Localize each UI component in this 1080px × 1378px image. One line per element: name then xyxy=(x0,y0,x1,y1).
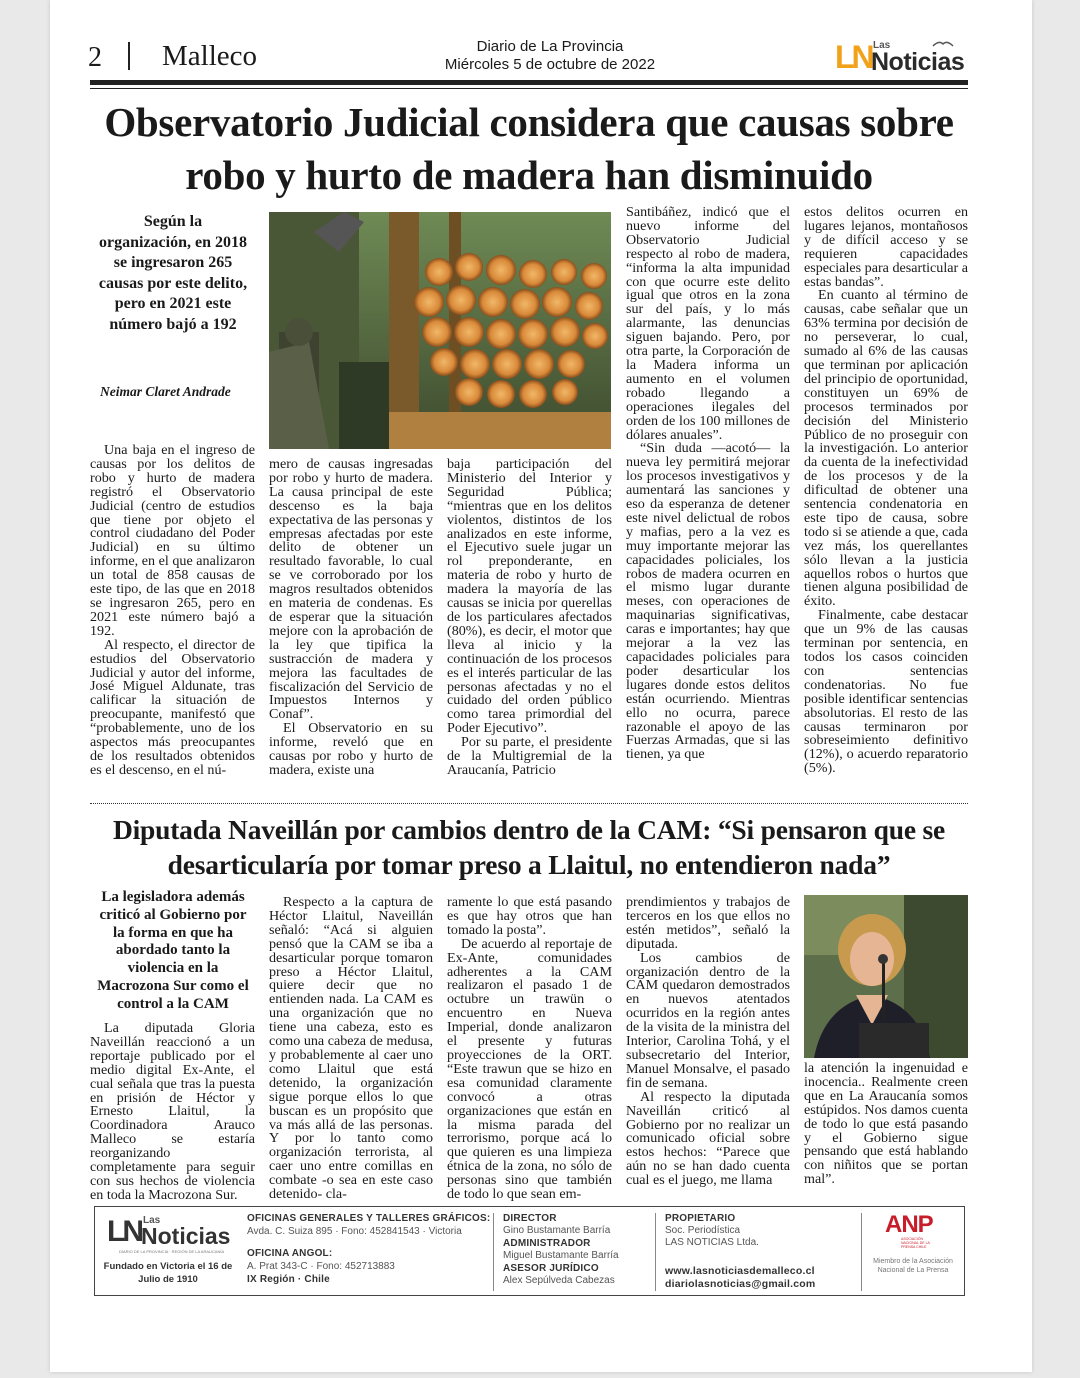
director-label: DIRECTOR xyxy=(503,1213,557,1224)
angol-label: OFICINA ANGOL: xyxy=(247,1248,333,1259)
anp-logo-sub: ASOCIACIÓN NACIONAL DE LA PRENSA CHILE xyxy=(901,1237,930,1249)
anp-logo xyxy=(885,1211,945,1249)
paragraph: Una baja en el ingreso de causas por los delitos de robo y hurto de madera registró el Observatorio Judicial (centro de estudios que tiene por objeto el control ciudadano del Poder Judicial) en su último informe, en el que analizaron un total de 858 causas de este tipo, de las que en 2018 se ingresaron 265, pero en 2021 este número bajó a 192. xyxy=(90,442,255,639)
paragraph: mero de causas ingresadas por robo y hurto de madera. La causa principal de este descenso es la baja expectativa de las personas y empresas afectadas por este delito de obtener un resultado favorable, lo cual se ve corroborado por los magros resultados obtenidos en materia de condenas. Es de esperar que la situación mejore con la aprobación de la ley que tipifica la sustracción de madera y mejora las facultades de fiscalización del Servicio de Impuestos Internos y Conaf”. xyxy=(269,456,433,723)
paragraph: La diputada Gloria Naveillán reaccionó a un reportaje publicado por el medio digital Ex-Ante, el cual señala que tras la puesta en prisión de Héctor y Ernesto Llaitul, la Coordinadora Arauco Malleco se estaría reorganizando completamente para seguir con sus hechos de violencia en toda la Macrozona Sur. xyxy=(90,1020,255,1203)
article1-lead: Según la organización, en 2018 se ingresaron 265 causas por este delito, pero en 2021 este número bajó a 192 xyxy=(98,213,248,333)
footer-divider xyxy=(493,1213,494,1291)
offices-label: OFICINAS GENERALES Y TALLERES GRÁFICOS: xyxy=(247,1213,491,1224)
offices-address: Avda. C. Suiza 895 · Fono: 452841543 · Victoria xyxy=(247,1226,462,1237)
admin-name: Miguel Bustamante Barría xyxy=(503,1250,619,1261)
masthead-info xyxy=(400,38,700,74)
article2-column-5 xyxy=(804,1062,968,1187)
footer-logo-ln-mark: LN xyxy=(107,1215,141,1248)
paragraph: Finalmente, cabe destacar que un 9% de las causas terminan por sentencia, en todos los casos coinciden con sentencias condenatorias. No fue posible identificar sentencias absolutorias. El resto de las causas terminaron por sobreseimiento definitivo (12%), o acuerdo reparatorio (5%). xyxy=(804,607,968,777)
page-number: 2 xyxy=(88,42,102,73)
member-text: Miembro de la Asociación Nacional de La Prensa xyxy=(873,1258,953,1274)
header-separator xyxy=(128,42,130,70)
header-rule xyxy=(90,80,968,85)
paragraph: la atención la ingenuidad e inocencia.. Realmente creen que en La Araucanía somos estúpidos. Nos damos cuenta de todo lo que está pasando y el Gobierno sigue pensando que está hablando con niñitos que se portan mal”. xyxy=(804,1060,968,1188)
logo-small-text: Las xyxy=(873,40,891,51)
paragraph: Respecto a la captura de Héctor Llaitul, Naveillán señaló: “Acá si alguien pensó que la CAM se iba a desarticular porque tomaron preso a Héctor Llaitul, quiere decir que no entienden nada. La CAM es una organización que no tiene una cabeza, esto es como una cabeza de medusa, y probablemente al caer uno como Llaitul que está detenido, la organización sigue porque ellos lo que buscan es un propósito que va más allá de las personas. Y por lo tanto como organización terrorista, al caer uno entre comillas en combate -o sea en este caso detenido- cla- xyxy=(269,894,433,1203)
article2-column-2 xyxy=(269,896,433,1202)
owner-name-1: Soc. Periodística xyxy=(665,1225,741,1236)
admin-label: ADMINISTRADOR xyxy=(503,1238,591,1249)
article1-column-4 xyxy=(626,206,790,762)
naveillan-photo xyxy=(804,895,968,1058)
paragraph: Al respecto la diputada Naveillán criticó al Gobierno por no realizar un comunicado oficial sobre estos hechos: “Parece que aún no se han dado cuenta cual es el juego, me llama xyxy=(626,1088,790,1189)
paragraph: estos delitos ocurren en lugares lejanos, montañosos y de difícil acceso y se requieren capacidades especiales para desarticular a estas bandas”. xyxy=(804,204,968,290)
anp-logo-mark: ANP xyxy=(885,1211,933,1238)
paragraph: Al respecto, el director de estudios del Observatorio Judicial y autor del informe, José Miguel Aldunate, tras calificar la situación de preocupante, manifestó que “probablemente, uno de los aspectos más preocupantes de los resultados obtenidos es el descenso, en el nú- xyxy=(90,636,255,778)
region-text: IX Región · Chile xyxy=(247,1274,330,1285)
owner-label: PROPIETARIO xyxy=(665,1213,736,1224)
timber-truck-photo xyxy=(269,212,611,449)
paragraph: De acuerdo al reportaje de Ex-Ante, comunidades adherentes a la CAM realizaron el pasado 1 de octubre un trawün o encuentro en Nueva Imperial, donde analizaron el presente y futuras proyecciones de la ORT. “Este trawun que se hizo en esa comunidad claramente convocó a otras organizaciones que están en la misma parada del terrorismo, porque acá lo que quieren es una limpieza étnica de la zona, no sólo de personas sino que también de todo lo que sean em- xyxy=(447,935,612,1203)
footer-divider xyxy=(655,1213,656,1291)
las-noticias-logo xyxy=(835,38,970,78)
logo-bird-icon xyxy=(931,38,955,50)
footer-logo-big: Noticias xyxy=(141,1223,231,1249)
logo-ln-mark: LN xyxy=(835,39,872,75)
article1-column-5 xyxy=(804,206,968,776)
article1-column-3 xyxy=(447,458,612,778)
paragraph: ramente lo que está pasando es que hay otros que han tomado la posta”. xyxy=(447,894,612,938)
website-link[interactable]: www.lasnoticiasdemalleco.cl xyxy=(665,1265,815,1277)
header-rule-thin xyxy=(90,88,968,89)
article-divider xyxy=(90,803,968,804)
publication-name: Diario de La Provincia xyxy=(476,38,624,55)
footer-logo xyxy=(107,1215,231,1255)
section-name: Malleco xyxy=(162,40,258,72)
paragraph: baja participación del Ministerio del Interior y Seguridad Pública; “mientras que en los delitos violentos, distintos de los analizados en este informe, el Ejecutivo suele jugar un rol preponderante, en materia de robo y hurto de madera la mayoría de las causas se inicia por querellas de los particulares afectados (80%), es decir, el motor que lleva al inicio y la continuación de los procesos es el interés particular de las personas afectadas y no el cuidado del orden público como tarea primordial del Poder Ejecutivo”. xyxy=(447,456,612,737)
director-name: Gino Bustamante Barría xyxy=(503,1225,611,1236)
article2-column-4 xyxy=(626,896,790,1188)
footer-divider xyxy=(861,1213,862,1291)
email-link[interactable]: diariolasnoticias@gmail.com xyxy=(665,1278,816,1290)
article1-byline: Neimar Claret Andrade xyxy=(100,384,231,399)
paragraph: prendimientos y trabajos de terceros en los que ellos no estén metidos”, señaló la diputada. xyxy=(626,894,790,952)
owner-name-2: LAS NOTICIAS Ltda. xyxy=(665,1237,759,1248)
paragraph: El Observatorio en su informe, reveló que en causas por robo y hurto de madera, existe una xyxy=(269,720,433,778)
logo-big-text: Noticias xyxy=(871,48,965,76)
paragraph: “Sin duda —acotó— la nueva ley permitirá mejorar los procesos investigativos y aumentará las sanciones y eso da esperanza de detener este nivel delictual de robos y mafias, pero a la vez es muy importante mejorar las capacidades policiales, los robos de madera ocurren en el mismo lugar durante meses, con operaciones de maquinarias significativas, caras e importantes; hay que mejorar a la vez las capacidades policiales para poder desarticular los lugares donde estos delitos están ocurriendo. Mientras ello no ocurra, parece razonable el apoyo de las Fuerzas Armadas, que si las tienen, ya que xyxy=(626,440,790,763)
article1-column-1 xyxy=(90,444,255,778)
angol-address: A. Prat 343-C · Fono: 452713883 xyxy=(247,1261,395,1272)
footer-logo-small: Las xyxy=(143,1215,161,1226)
paragraph: Los cambios de organización dentro de la CAM quedaron demostrados en nuevos atentados ocurridos en la región antes de la visita de la ministra del Interior, Carolina Tohá, y el subsecretario del Interior, Manuel Monsalve, el pasado fin de semana. xyxy=(626,949,790,1091)
paragraph: Santibáñez, indicó que el nuevo informe del Observatorio Judicial respecto al robo de madera, “informa la alta impunidad con que ocurre este delito igual que otros en la zona sur del país, y lo más alarmante, las denuncias siguen bajando. Pero, por otra parte, la Corporación de la Madera informa un aumento en el volumen robado llegando a operaciones ilegales del orden de los 100 millones de dólares anuales”. xyxy=(626,204,790,443)
timber-truck-image xyxy=(269,212,611,449)
article2-column-1 xyxy=(90,1022,255,1203)
founded-text: Fundado en Victoria el 16 de Julio de 1910 xyxy=(103,1261,233,1285)
paragraph: En cuanto al término de causas, cabe señalar que un 63% termina por decisión de no perseverar, lo cual, sumado al 6% de las causas que terminan por aplicación del principio de oportunidad, constituyen un 69% de procesos terminados por decisión del Ministerio Público de no proseguir con la investigación. Lo anterior da cuenta de la inefectividad de los procesos y de la dificultad de obtener una sentencia condenatoria en este tipo de causa, sobre todo si se atiende a que, cada vez más, los querellantes sólo llevan a la justicia aquellos robos o hurtos que tienen alguna posibilidad de éxito. xyxy=(804,287,968,610)
article2-column-3 xyxy=(447,896,612,1202)
article2-headline: Diputada Naveillán por cambios dentro de la CAM: “Si pensaron que se desarticularía por tomar preso a Llaitul, no entendieron nada” xyxy=(112,814,946,880)
newspaper-footer xyxy=(94,1206,965,1296)
paragraph: Por su parte, el presidente de la Multigremial de la Araucanía, Patricio xyxy=(447,734,612,778)
deputy-portrait-image xyxy=(804,895,968,1058)
article1-headline: Observatorio Judicial considera que causas sobre robo y hurto de madera han disminuido xyxy=(104,99,954,198)
legal-name: Alex Sepúlveda Cabezas xyxy=(503,1275,615,1286)
publication-date: Miércoles 5 de octubre de 2022 xyxy=(444,56,656,73)
article1-column-2 xyxy=(269,458,433,778)
legal-label: ASESOR JURÍDICO xyxy=(503,1263,599,1274)
footer-logo-tagline: DIARIO DE LA PROVINCIA · REGIÓN DE LA ARAUCANÍA xyxy=(119,1249,225,1254)
article2-lead: La legisladora además criticó al Gobierno por la forma en que ha abordado tanto la violencia en la Macrozona Sur como el control a la CAM xyxy=(97,889,249,1012)
